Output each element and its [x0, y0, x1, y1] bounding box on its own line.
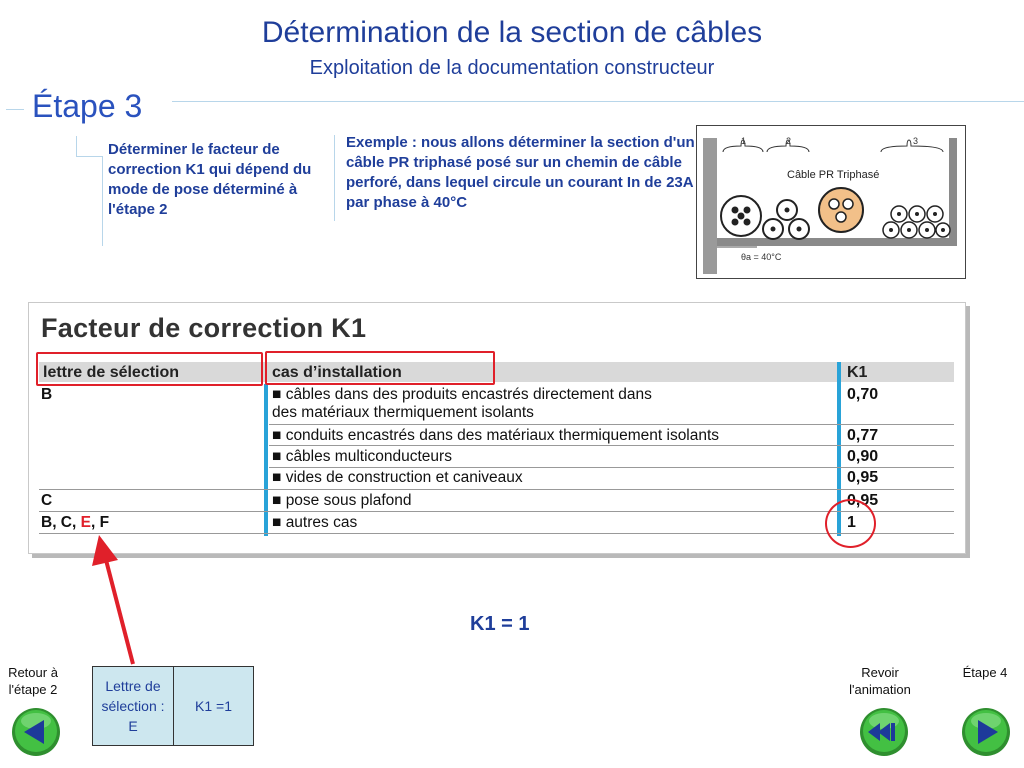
bullet: ■ [272, 492, 282, 509]
row-separator [269, 424, 954, 425]
cable-tray-drawing [697, 126, 965, 278]
row-6-letter-highlight: E [80, 514, 91, 531]
tray-bottom [717, 238, 953, 246]
header-letter: lettre de sélection [43, 364, 180, 381]
row-2-case-text: conduits encastrés dans des matériaux thermiquement isolants [285, 427, 720, 444]
cable-group-3 [883, 206, 950, 238]
row-5-case-text: pose sous plafond [285, 492, 412, 509]
row-5-case [272, 492, 412, 510]
highlight-k1-value [825, 499, 876, 548]
back-arrow-icon [10, 706, 62, 758]
bullet: ■ [272, 386, 282, 403]
header-k1: K1 [847, 364, 868, 381]
highlight-letter-header [36, 352, 263, 386]
bullet: ■ [272, 469, 282, 486]
example-body: nous allons déterminer la section d'un câble PR triphasé posé sur un chemin de câble perforé, dans lequel circule un courant In de 23A par phase à 40°C [346, 134, 695, 211]
bullet: ■ [272, 427, 282, 444]
example-text [346, 133, 696, 213]
page-subtitle: Exploitation de la documentation constructeur [309, 57, 715, 79]
case-column-bar [264, 384, 268, 536]
page-title: Détermination de la section de câbles [261, 16, 763, 49]
row-1-case-line2: des matériaux thermiquement isolants [272, 404, 534, 421]
cable-label: Câble PR Triphasé [787, 169, 880, 181]
row-6-k1: 1 [847, 514, 856, 531]
back-button[interactable] [10, 706, 62, 758]
row-6-letter [41, 514, 109, 532]
row-separator [39, 511, 954, 512]
back-label: Retour à l'étape 2 [8, 665, 58, 697]
row-2-k1: 0,77 [847, 427, 879, 444]
row-separator [39, 489, 954, 490]
row-3-case [272, 448, 452, 466]
table-title: Facteur de correction K1 [41, 313, 367, 343]
row-2-case [272, 427, 719, 445]
row-3-k1: 0,90 [847, 448, 879, 465]
row-separator [269, 445, 954, 446]
row-1-k1: 0,70 [847, 386, 879, 403]
row-1-letter: B [41, 386, 53, 403]
wall [703, 138, 717, 274]
bullet: ■ [272, 514, 282, 531]
row-6-letter-b: , F [90, 514, 110, 531]
row-5-letter: C [41, 492, 53, 509]
row-separator [269, 467, 954, 468]
step-line-right [172, 101, 1024, 102]
row-separator [39, 533, 954, 534]
replay-label: Revoir l'animation [849, 665, 911, 697]
instruction-rule [102, 156, 103, 246]
step-instruction: Déterminer le facteur de correction K1 qui dépend du mode de pose déterminé à l'étape 2 [108, 141, 312, 218]
row-1-case-line1: câbles dans des produits encastrés directement dans [285, 386, 652, 403]
brace-3 [881, 140, 943, 152]
pr-triphase-cable [819, 188, 863, 232]
row-6-case-text: autres cas [285, 514, 358, 531]
next-label: Étape 4 [962, 665, 1008, 680]
selection-k1: K1 =1 [195, 698, 232, 714]
row-6-letter-a: B, C, [41, 514, 81, 531]
row-1-case [272, 386, 652, 404]
rewind-icon [858, 706, 910, 758]
bullet: ■ [272, 448, 282, 465]
highlight-case-header [265, 351, 495, 385]
row-4-k1: 0,95 [847, 469, 879, 486]
brace-label-1: 1 [741, 136, 747, 146]
replay-button[interactable] [858, 706, 910, 758]
forward-arrow-icon [960, 706, 1012, 758]
selection-summary [92, 666, 254, 746]
brace-label-2: 2 [786, 136, 792, 146]
arrow-shaft [106, 560, 133, 664]
step-connector-vertical [76, 136, 77, 156]
row-4-case [272, 469, 523, 487]
step-connector-horizontal [76, 156, 102, 157]
result-text: K1 = 1 [470, 613, 530, 635]
row-5-k1: 0,95 [847, 492, 879, 509]
header-case: cas d’installation [272, 364, 402, 381]
cable-tray-diagram [696, 125, 966, 279]
ambient-temperature-label: θa = 40°C [741, 252, 782, 262]
next-button[interactable] [960, 706, 1012, 758]
selection-letter: Lettre de sélection : E [93, 667, 174, 745]
row-3-case-text: câbles multiconducteurs [285, 448, 452, 465]
row-4-case-text: vides de construction et caniveaux [285, 469, 523, 486]
example-rule [334, 135, 335, 221]
step-heading: Étape 3 [32, 88, 143, 124]
step-line-left [6, 109, 24, 110]
brace-label-3: 3 [913, 136, 919, 146]
example-lead: Exemple : [346, 134, 417, 151]
row-6-case [272, 514, 357, 532]
